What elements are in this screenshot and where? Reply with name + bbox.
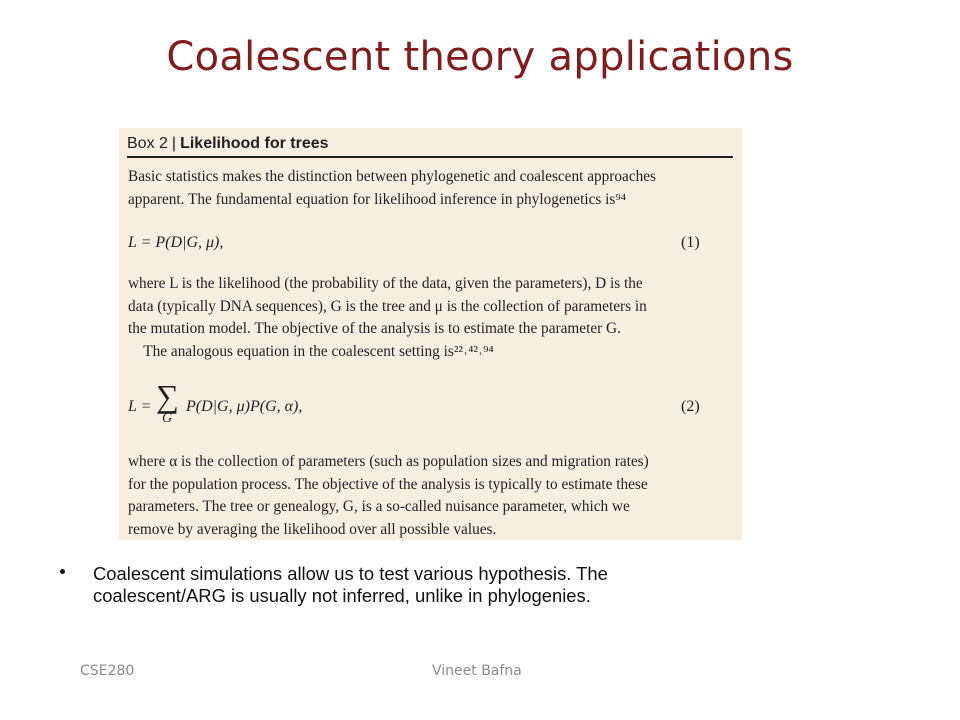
footer-author: Vineet Bafna [432,663,522,679]
equation-2-rhs: P(D|G, μ)P(G, α), [186,398,303,415]
box-heading: Likelihood for trees [180,135,329,152]
likelihood-box [119,128,742,540]
box-label: Box 2 [127,135,168,152]
summation-symbol [156,380,178,426]
box-header [127,133,733,157]
equation-1-number: (1) [681,234,700,251]
equation-2-number: (2) [681,398,700,415]
box-separator: | [171,135,177,152]
paragraph-line: for the population process. The objective of the analysis is typically to estimate these [128,475,648,493]
paragraph-line: Basic statistics makes the distinction between phylogenetic and coalescent approaches [128,168,656,185]
paragraph-line: the mutation model. The objective of the analysis is to estimate the parameter G. [128,320,621,338]
bullet-line: coalescent/ARG is usually not inferred, unlike in phylogenies. [93,585,591,606]
paragraph-line: apparent. The fundamental equation for likelihood inference in phylogenetics is⁹⁴ [128,190,627,208]
box-paragraph-intro [128,166,734,211]
equation-2-lhs: L = [128,398,152,415]
paragraph-line: The analogous equation in the coalescent setting is²²˒⁴²˒⁹⁴ [128,342,494,360]
box-divider [127,156,733,158]
bullet-line: Coalescent simulations allow us to test various hypothesis. The [93,563,608,584]
paragraph-line: data (typically DNA sequences), G is the tree and μ is the collection of parameters in [128,297,647,315]
paragraph-line: where L is the likelihood (the probability of the data, given the parameters), D is the [128,275,643,292]
equation-1-formula: L = P(D|G, μ), [128,234,224,251]
paragraph-line: where α is the collection of parameters (such as population sizes and migration rates) [128,453,649,470]
equation-1 [128,230,734,256]
box-paragraph-coalescent [128,451,734,541]
footer-course: CSE280 [80,663,135,679]
sigma-glyph: ∑ [156,378,179,414]
paragraph-line: remove by averaging the likelihood over all possible values. [128,520,497,538]
box-paragraph-definitions [128,273,734,363]
equation-2 [128,378,734,426]
sigma-subscript: G [161,411,173,426]
paragraph-line: parameters. The tree or genealogy, G, is a so-called nuisance parameter, which we [128,498,630,516]
bullet-text [93,563,783,607]
bullet-marker [60,569,65,574]
slide-title: Coalescent theory applications [166,34,794,80]
